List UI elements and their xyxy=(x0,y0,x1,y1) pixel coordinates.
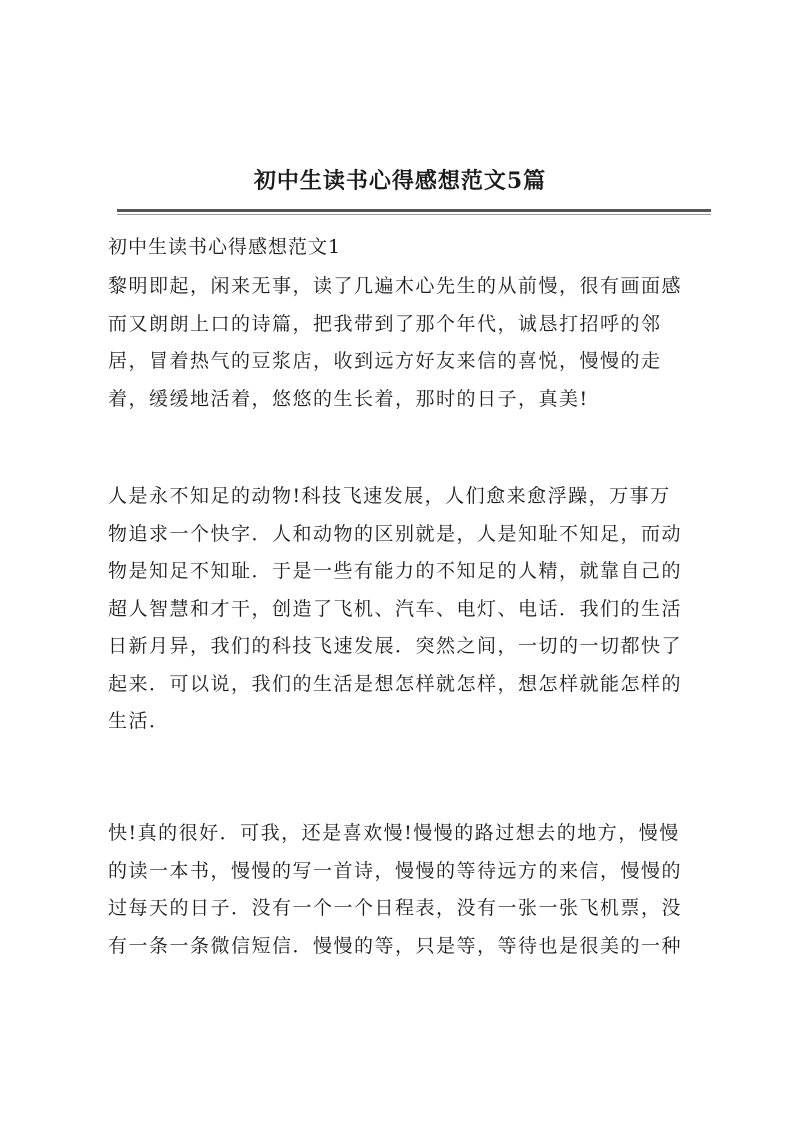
paragraph-line: 超人智慧和才干，创造了飞机、汽车、电灯、电话．我们的生活 xyxy=(108,597,683,620)
paragraph-line: 快!真的很好．可我，还是喜欢慢!慢慢的路过想去的地方，慢慢 xyxy=(108,822,680,844)
title-divider xyxy=(117,209,711,212)
paragraph-line: 生活． xyxy=(108,710,170,732)
page-title: 初中生读书心得感想范文5篇 xyxy=(253,168,547,194)
paragraph-line: 居，冒着热气的豆浆店，收到远方好友来信的喜悦，慢慢的走 xyxy=(108,350,662,372)
paragraph xyxy=(108,478,712,741)
title-divider-thin xyxy=(117,214,711,215)
paragraph-line: 物是知足不知耻．于是一些有能力的不知足的人精，就靠自己的 xyxy=(108,560,683,582)
paragraph-line: 而又朗朗上口的诗篇，把我带到了那个年代，诚恳打招呼的邻 xyxy=(108,312,662,335)
paragraph-line: 黎明即起，闲来无事，读了几遍木心先生的从前慢，很有画面感 xyxy=(108,275,683,297)
paragraph-line: 日新月异，我们的科技飞速发展．突然之间，一切的一切都快了 xyxy=(108,635,683,657)
paragraph-line: 有一条一条微信短信．慢慢的等，只是等，等待也是很美的一种 xyxy=(108,934,683,957)
paragraph-line: 物追求一个快字．人和动物的区别就是，人是知耻不知足，而动 xyxy=(108,522,683,545)
paragraph-line: 人是永不知足的动物!科技飞速发展，人们愈来愈浮躁，万事万 xyxy=(108,485,671,507)
paragraph-line: 过每天的日子．没有一个一个日程表，没有一张一张飞机票，没 xyxy=(108,897,683,919)
paragraph-line: 起来．可以说，我们的生活是想怎样就怎样，想怎样就能怎样的 xyxy=(108,672,683,695)
paragraph xyxy=(108,815,712,965)
paragraph xyxy=(108,268,712,418)
paragraph-line: 的读一本书，慢慢的写一首诗，慢慢的等待远方的来信，慢慢的 xyxy=(108,859,683,882)
section-heading: 初中生读书心得感想范文1 xyxy=(108,236,342,258)
paragraph-line: 着，缓缓地活着，悠悠的生长着，那时的日子，真美! xyxy=(108,387,589,410)
